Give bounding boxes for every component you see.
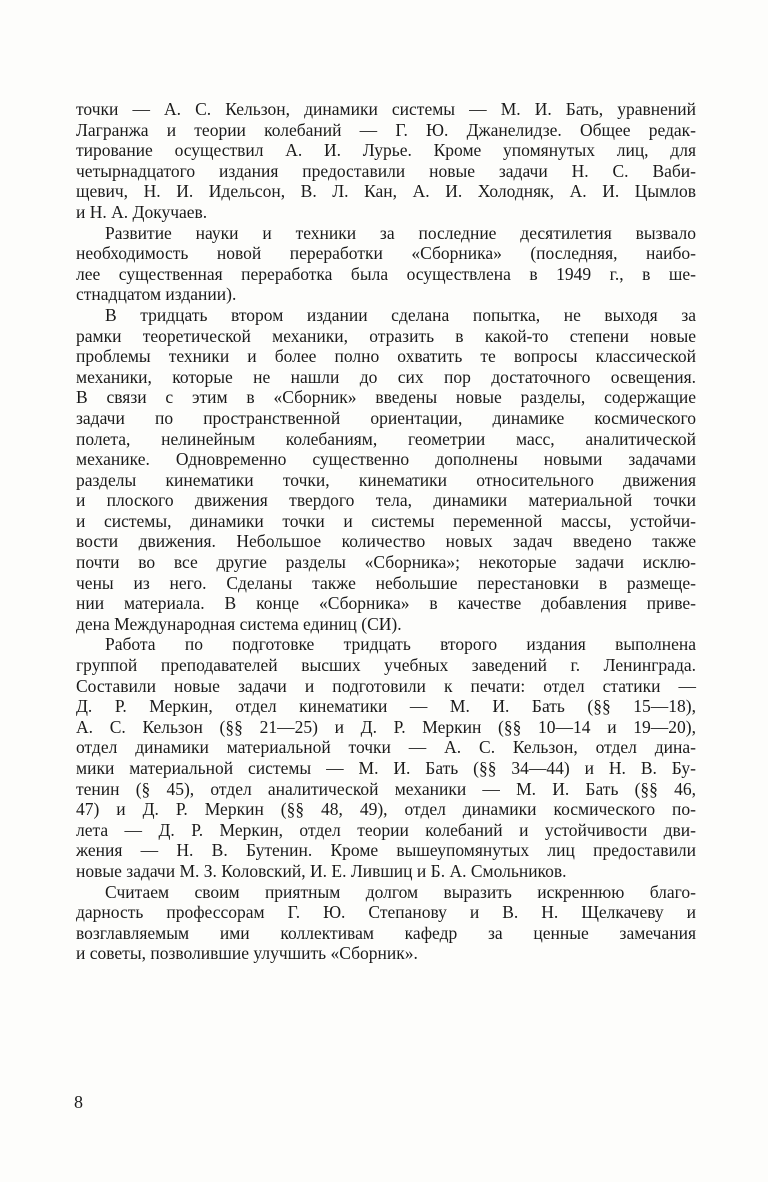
text-line: четырнадцатого издания предоставили новые задачи Н. С. Ваби- — [76, 160, 696, 181]
text-line: механике. Одновременно существенно дополнены новыми задачами — [76, 449, 696, 470]
text-line: тирование осуществил А. И. Лурье. Кроме упомянутых лиц, для — [76, 140, 696, 161]
text-line: и системы, динамики точки и системы переменной массы, устойчи- — [76, 510, 696, 531]
paragraph-5 — [76, 882, 696, 964]
text-line: жения — Н. В. Бутенин. Кроме вышеупомянутых лиц предоставили — [76, 840, 696, 861]
text-line: нии материала. В конце «Сборника» в качестве добавления приве- — [76, 593, 696, 614]
text-line: тенин (§ 45), отдел аналитической механики — М. И. Бать (§§ 46, — [76, 778, 696, 799]
text-line: щевич, Н. И. Идельсон, В. Л. Кан, А. И. Холодняк, А. И. Цымлов — [76, 181, 696, 202]
text-line: проблемы техники и более полно охватить те вопросы классической — [76, 346, 696, 367]
page-number: 8 — [74, 1092, 83, 1112]
text-line: Считаем своим приятным долгом выразить искреннюю благо- — [105, 881, 696, 902]
text-line: чены из него. Сделаны также небольшие перестановки в размеще- — [76, 572, 696, 593]
text-line: задачи по пространственной ориентации, динамике космического — [76, 407, 696, 428]
text-line: Д. Р. Меркин, отдел кинематики — М. И. Бать (§§ 15—18), — [76, 696, 696, 717]
text-line: разделы кинематики точки, кинематики относительного движения — [76, 469, 696, 490]
text-line: отдел динамики материальной точки — А. С. Кельзон, отдел дина- — [76, 737, 696, 758]
text-line: почти во все другие разделы «Сборника»; некоторые задачи исклю- — [76, 552, 696, 573]
text-line: мики материальной системы — М. И. Бать (§§ 34—44) и Н. В. Бу- — [76, 758, 696, 778]
text-line: вости движения. Небольшое количество новых задач введено также — [76, 531, 696, 552]
text-line: Развитие науки и техники за последние десятилетия вызвало — [105, 222, 696, 243]
text-line: стнадцатом издании). — [76, 284, 237, 305]
text-line: необходимость новой переработки «Сборника» (последняя, наибо- — [76, 243, 696, 264]
paragraph-2 — [76, 223, 696, 305]
preface-text — [76, 99, 696, 964]
paragraph-4 — [76, 634, 696, 881]
text-line: механики, которые не нашли до сих пор достаточного освещения. — [76, 366, 696, 387]
text-line: точки — А. С. Кельзон, динамики системы — М. И. Бать, уравнений — [76, 99, 696, 119]
text-line: рамки теоретической механики, отразить в какой-то степени новые — [76, 325, 696, 346]
text-line: дена Международная система единиц (СИ). — [76, 613, 402, 634]
text-line: и Н. А. Докучаев. — [76, 201, 208, 222]
text-line: Лагранжа и теории колебаний — Г. Ю. Джанелидзе. Общее редак- — [76, 119, 696, 140]
text-line: Работа по подготовке тридцать второго издания выполнена — [105, 634, 696, 655]
text-line: группой преподавателей высших учебных заведений г. Ленинграда. — [76, 655, 696, 676]
text-line: полета, нелинейным колебаниям, геометрии масс, аналитической — [76, 428, 696, 449]
text-line: лета — Д. Р. Меркин, отдел теории колебаний и устойчивости дви- — [76, 819, 696, 840]
text-line: и советы, позволившие улучшить «Сборник». — [76, 943, 418, 964]
text-line: возглавляемым ими коллективам кафедр за ценные замечания — [76, 922, 696, 943]
paragraph-1 — [76, 99, 696, 223]
text-line: В тридцать втором издании сделана попытка, не выходя за — [105, 304, 696, 325]
text-line: Составили новые задачи и подготовили к печати: отдел статики — — [76, 675, 696, 696]
text-line: А. С. Кельзон (§§ 21—25) и Д. Р. Меркин (§§ 10—14 и 19—20), — [76, 716, 696, 737]
paragraph-3 — [76, 305, 696, 635]
text-line: новые задачи М. З. Коловский, И. Е. Лившиц и Б. А. Смольников. — [76, 860, 567, 881]
text-line: дарность профессорам Г. Ю. Степанову и В. Н. Щелкачеву и — [76, 902, 696, 923]
text-line: В связи с этим в «Сборник» введены новые разделы, содержащие — [76, 387, 696, 408]
text-line: лее существенная переработка была осуществлена в 1949 г., в ше- — [76, 263, 696, 284]
text-line: 47) и Д. Р. Меркин (§§ 48, 49), отдел динамики космического по- — [76, 799, 696, 820]
text-line: и плоского движения твердого тела, динамики материальной точки — [76, 490, 696, 511]
